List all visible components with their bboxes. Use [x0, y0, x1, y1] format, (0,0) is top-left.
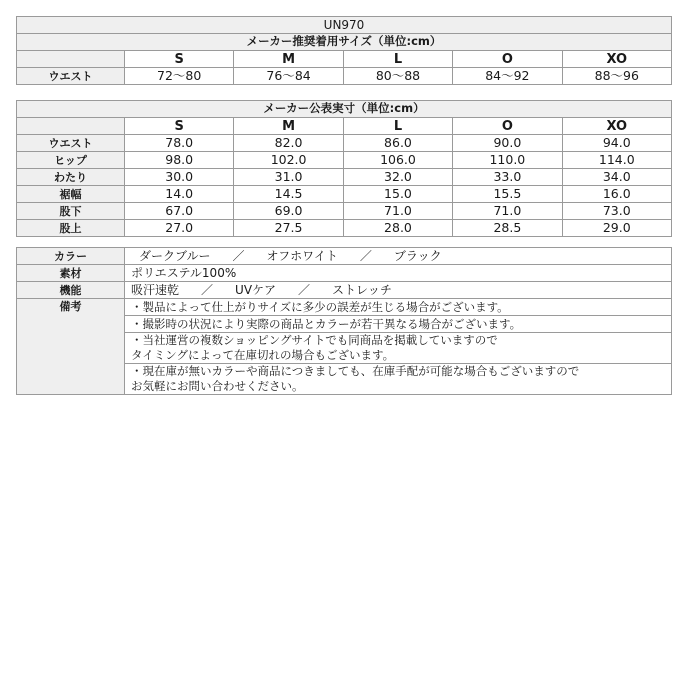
function-item: 吸汗速乾: [131, 283, 180, 297]
size-header: XO: [562, 118, 671, 135]
waist-range: 76～84: [234, 68, 343, 85]
notes-label: 備考: [17, 299, 125, 395]
measurement-cell: 31.0: [234, 169, 343, 186]
row-label: ウエスト: [17, 135, 125, 152]
measurement-cell: 32.0: [343, 169, 452, 186]
measurement-cell: 15.5: [453, 186, 562, 203]
material-value: ポリエステル100%: [125, 265, 672, 282]
separator: ／: [359, 249, 372, 263]
measurement-cell: 106.0: [343, 152, 452, 169]
color-label: カラー: [17, 248, 125, 265]
size-header: L: [343, 51, 452, 68]
table-row: [17, 220, 672, 237]
recommended-size-table: [16, 16, 672, 85]
waist-range: 80～88: [343, 68, 452, 85]
table-row: [17, 169, 672, 186]
measurement-cell: 33.0: [453, 169, 562, 186]
function-label: 機能: [17, 282, 125, 299]
size-header: O: [453, 118, 562, 135]
note-item: ・当社運営の複数ショッピングサイトでも同商品を掲載していますので タイミングによって在庫切れの場合もございます。: [125, 333, 672, 364]
measurement-cell: 67.0: [125, 203, 234, 220]
measurement-cell: 30.0: [125, 169, 234, 186]
row-label: 股下: [17, 203, 125, 220]
separator: ／: [298, 283, 311, 297]
measurement-cell: 16.0: [562, 186, 671, 203]
color-option: ダークブルー: [139, 249, 211, 263]
measurement-cell: 14.0: [125, 186, 234, 203]
function-item: UVケア: [235, 283, 277, 297]
waist-range: 84～92: [453, 68, 562, 85]
measurement-cell: 86.0: [343, 135, 452, 152]
measurement-cell: 71.0: [453, 203, 562, 220]
product-info-table: [16, 247, 672, 395]
note-item: ・現在庫が無いカラーや商品につきましても、在庫手配が可能な場合もございますので お気軽にお問い合わせください。: [125, 364, 672, 395]
size-header: M: [234, 118, 343, 135]
waist-range: 72～80: [125, 68, 234, 85]
size-header: O: [453, 51, 562, 68]
table-row: [17, 135, 672, 152]
corner-cell: [17, 118, 125, 135]
measurement-cell: 94.0: [562, 135, 671, 152]
measurement-cell: 28.5: [453, 220, 562, 237]
waist-range: 88～96: [562, 68, 671, 85]
corner-cell: [17, 51, 125, 68]
measurement-cell: 78.0: [125, 135, 234, 152]
recommended-size-title: メーカー推奨着用サイズ（単位:cm）: [17, 34, 672, 51]
table-row: [17, 203, 672, 220]
size-header: S: [125, 51, 234, 68]
material-label: 素材: [17, 265, 125, 282]
measurement-cell: 69.0: [234, 203, 343, 220]
measurement-cell: 27.0: [125, 220, 234, 237]
row-label-waist: ウエスト: [17, 68, 125, 85]
measurement-cell: 90.0: [453, 135, 562, 152]
size-header: XO: [562, 51, 671, 68]
function-item: ストレッチ: [332, 283, 392, 297]
size-header: L: [343, 118, 452, 135]
color-option: ブラック: [393, 249, 442, 263]
measured-size-table: [16, 100, 672, 237]
measurement-cell: 29.0: [562, 220, 671, 237]
row-label: わたり: [17, 169, 125, 186]
measurement-cell: 34.0: [562, 169, 671, 186]
measurement-cell: 28.0: [343, 220, 452, 237]
separator: ／: [232, 249, 245, 263]
table-row: [17, 186, 672, 203]
measurement-cell: 114.0: [562, 152, 671, 169]
measurement-cell: 15.0: [343, 186, 452, 203]
function-list: [125, 282, 672, 299]
measurement-cell: 14.5: [234, 186, 343, 203]
measurement-cell: 73.0: [562, 203, 671, 220]
measurement-cell: 71.0: [343, 203, 452, 220]
row-label: 股上: [17, 220, 125, 237]
measurement-cell: 82.0: [234, 135, 343, 152]
measured-size-title: メーカー公表実寸（単位:cm）: [17, 101, 672, 118]
measurement-cell: 102.0: [234, 152, 343, 169]
row-label: ヒップ: [17, 152, 125, 169]
note-item: ・製品によって仕上がりサイズに多少の誤差が生じる場合がございます。: [125, 299, 672, 316]
measurement-cell: 27.5: [234, 220, 343, 237]
size-header: S: [125, 118, 234, 135]
measurement-cell: 98.0: [125, 152, 234, 169]
measurement-cell: 110.0: [453, 152, 562, 169]
size-header: M: [234, 51, 343, 68]
model-number: UN970: [17, 17, 672, 34]
note-item: ・撮影時の状況により実際の商品とカラーが若干異なる場合がございます。: [125, 316, 672, 333]
row-label: 裾幅: [17, 186, 125, 203]
color-list: [125, 248, 672, 265]
separator: ／: [201, 283, 214, 297]
color-option: オフホワイト: [266, 249, 338, 263]
table-row: [17, 152, 672, 169]
